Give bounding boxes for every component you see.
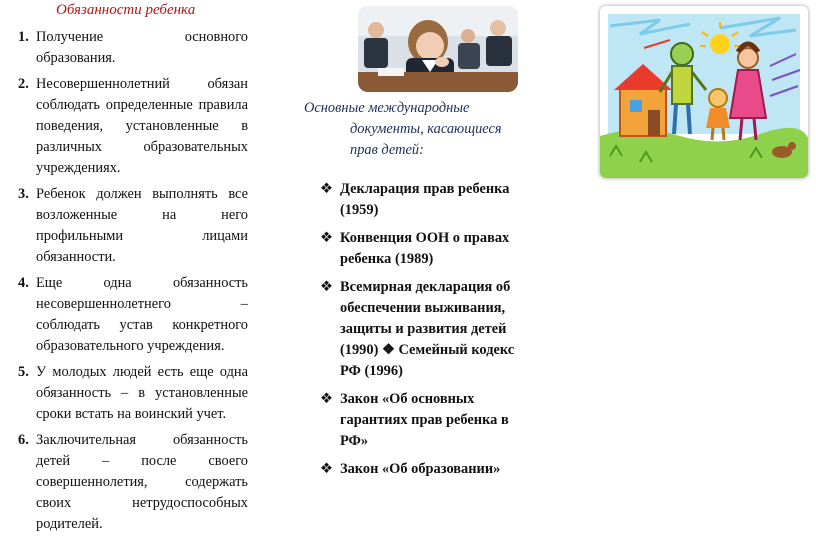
diamond-bullet-icon: ❖ bbox=[320, 461, 333, 477]
item-number: 6. bbox=[18, 432, 29, 448]
document-text: Всемирная декларация об обеспечении выживания, защиты и развития детей (1990) ❖ Семейный кодекс РФ (1996) bbox=[340, 279, 515, 379]
classroom-illustration bbox=[358, 6, 518, 92]
item-text: Заключительная обязанность детей – после своего совершеннолетия, содержать своих нетрудоспособных родителей. bbox=[36, 432, 248, 532]
list-item bbox=[320, 459, 518, 480]
item-text: Ребенок должен выполнять все возложенные на него профильными лицами обязанности. bbox=[36, 186, 248, 265]
classroom-photo bbox=[358, 6, 518, 92]
item-number: 3. bbox=[18, 186, 29, 202]
item-text: У молодых людей есть еще одна обязанность – в установленные сроки встать на воинский учет. bbox=[36, 364, 248, 422]
diamond-bullet-icon: ❖ bbox=[320, 279, 333, 295]
item-text: Еще одна обязанность несовершеннолетнего – соблюдать устав конкретного образовательного учреждения. bbox=[36, 275, 248, 354]
duties-title: Обязанности ребенка bbox=[56, 2, 196, 18]
duties-list bbox=[18, 27, 248, 535]
list-item bbox=[320, 179, 518, 221]
item-number: 2. bbox=[18, 76, 29, 92]
diamond-bullet-icon: ❖ bbox=[320, 391, 333, 407]
document-text: Закон «Об образовании» bbox=[340, 461, 501, 477]
list-item bbox=[18, 27, 248, 69]
family-drawing-image bbox=[600, 6, 808, 178]
documents-title bbox=[300, 98, 530, 161]
duties-column bbox=[18, 0, 248, 540]
list-item bbox=[18, 74, 248, 179]
document-text: Закон «Об основных гарантиях прав ребенка в РФ» bbox=[340, 391, 509, 449]
item-text: Несовершеннолетний обязан соблюдать определенные правила поведения, установленные в различных образовательных учреждениях. bbox=[36, 76, 248, 176]
item-number: 1. bbox=[18, 29, 29, 45]
list-item bbox=[320, 389, 518, 452]
documents-title-line-2: документы, касающиеся bbox=[350, 121, 502, 137]
list-item bbox=[18, 273, 248, 357]
item-text: Получение основного образования. bbox=[36, 29, 248, 66]
item-number: 5. bbox=[18, 364, 29, 380]
item-number: 4. bbox=[18, 275, 29, 291]
documents-list bbox=[320, 179, 518, 487]
document-text: Конвенция ООН о правах ребенка (1989) bbox=[340, 230, 510, 267]
list-item bbox=[18, 362, 248, 425]
diamond-bullet-icon: ❖ bbox=[320, 181, 333, 197]
documents-title-line-3: прав детей: bbox=[350, 142, 424, 158]
list-item bbox=[320, 228, 518, 270]
diamond-bullet-icon: ❖ bbox=[320, 230, 333, 246]
family-drawing-illustration bbox=[600, 6, 808, 178]
list-item bbox=[320, 277, 518, 382]
document-text: Декларация прав ребенка (1959) bbox=[340, 181, 510, 218]
list-item bbox=[18, 184, 248, 268]
list-item bbox=[18, 430, 248, 535]
documents-title-line-1: Основные международные bbox=[304, 100, 470, 116]
